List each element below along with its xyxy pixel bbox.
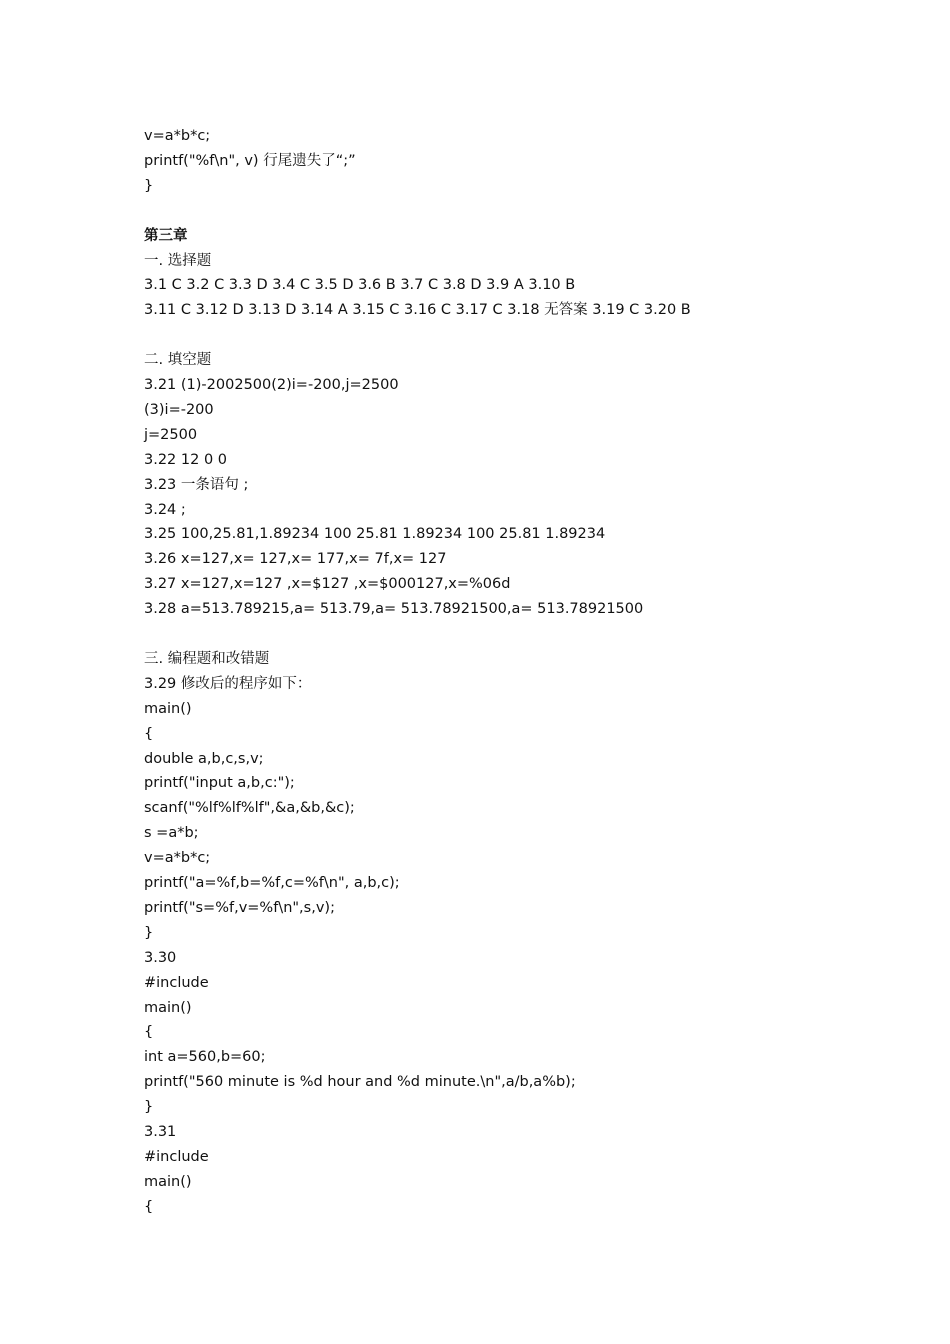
answer-line: 3.22 12 0 0 [144, 451, 228, 468]
section-multiple-choice [144, 249, 864, 324]
section-heading: 二. 填空题 [144, 352, 212, 369]
answer-line: 3.21 (1)-2002500(2)i=-200,j=2500 [144, 377, 399, 394]
text-line: } [144, 177, 154, 194]
answer-line: 3.25 100,25.81,1.89234 100 25.81 1.89234 100 25.81 1.89234 [144, 526, 606, 543]
code-line: int a=560,b=60; [144, 1049, 266, 1066]
code-line: double a,b,c,s,v; [144, 750, 264, 767]
answer-line: 3.11 C 3.12 D 3.13 D 3.14 A 3.15 C 3.16 C 3.17 C 3.18 无答案 3.19 C 3.20 B [144, 302, 691, 319]
answer-line: 3.28 a=513.789215,a= 513.79,a= 513.78921500,a= 513.78921500 [144, 601, 644, 618]
code-line: 3.31 [144, 1123, 177, 1140]
code-line: main() [144, 700, 192, 717]
section-heading: 一. 选择题 [144, 252, 212, 269]
code-line: printf("560 minute is %d hour and %d minute.\n",a/b,a%b); [144, 1074, 576, 1091]
answer-line: j=2500 [144, 426, 198, 443]
code-line: scanf("%lf%lf%lf",&a,&b,&c); [144, 800, 355, 817]
code-line: { [144, 725, 154, 742]
text-line: printf("%f\n", v) 行尾遗失了“;” [144, 152, 356, 169]
text-line: v=a*b*c; [144, 128, 211, 144]
code-line: printf("a=%f,b=%f,c=%f\n", a,b,c); [144, 875, 400, 892]
section-programming [144, 647, 864, 1219]
code-line: printf("s=%f,v=%f\n",s,v); [144, 899, 335, 916]
code-fragment [144, 124, 864, 199]
answer-line: (3)i=-200 [144, 402, 214, 419]
code-line: main() [144, 1173, 192, 1190]
section-fill-blank [144, 348, 864, 622]
code-line: } [144, 924, 154, 941]
code-line: #include [144, 1148, 209, 1165]
answer-line: 3.24 ; [144, 501, 186, 518]
answer-line: 3.26 x=127,x= 127,x= 177,x= 7f,x= 127 [144, 551, 447, 568]
code-line: 3.30 [144, 949, 177, 966]
chapter-title: 第三章 [144, 227, 188, 244]
answer-line: 3.27 x=127,x=127 ,x=$127 ,x=$000127,x=%06d [144, 576, 511, 593]
code-line: { [144, 1024, 154, 1041]
section-heading: 三. 编程题和改错题 [144, 651, 270, 668]
code-line: 3.29 修改后的程序如下： [144, 675, 312, 692]
code-line: main() [144, 999, 192, 1016]
document-page [144, 124, 864, 1220]
code-line: s =a*b; [144, 825, 199, 842]
code-line: printf("input a,b,c:"); [144, 775, 295, 792]
code-line: } [144, 1099, 154, 1116]
answer-line: 3.23 一条语句 ; [144, 476, 249, 493]
code-line: v=a*b*c; [144, 850, 211, 867]
answer-line: 3.1 C 3.2 C 3.3 D 3.4 C 3.5 D 3.6 B 3.7 C 3.8 D 3.9 A 3.10 B [144, 277, 576, 294]
code-line: #include [144, 974, 209, 991]
code-line: { [144, 1198, 154, 1215]
